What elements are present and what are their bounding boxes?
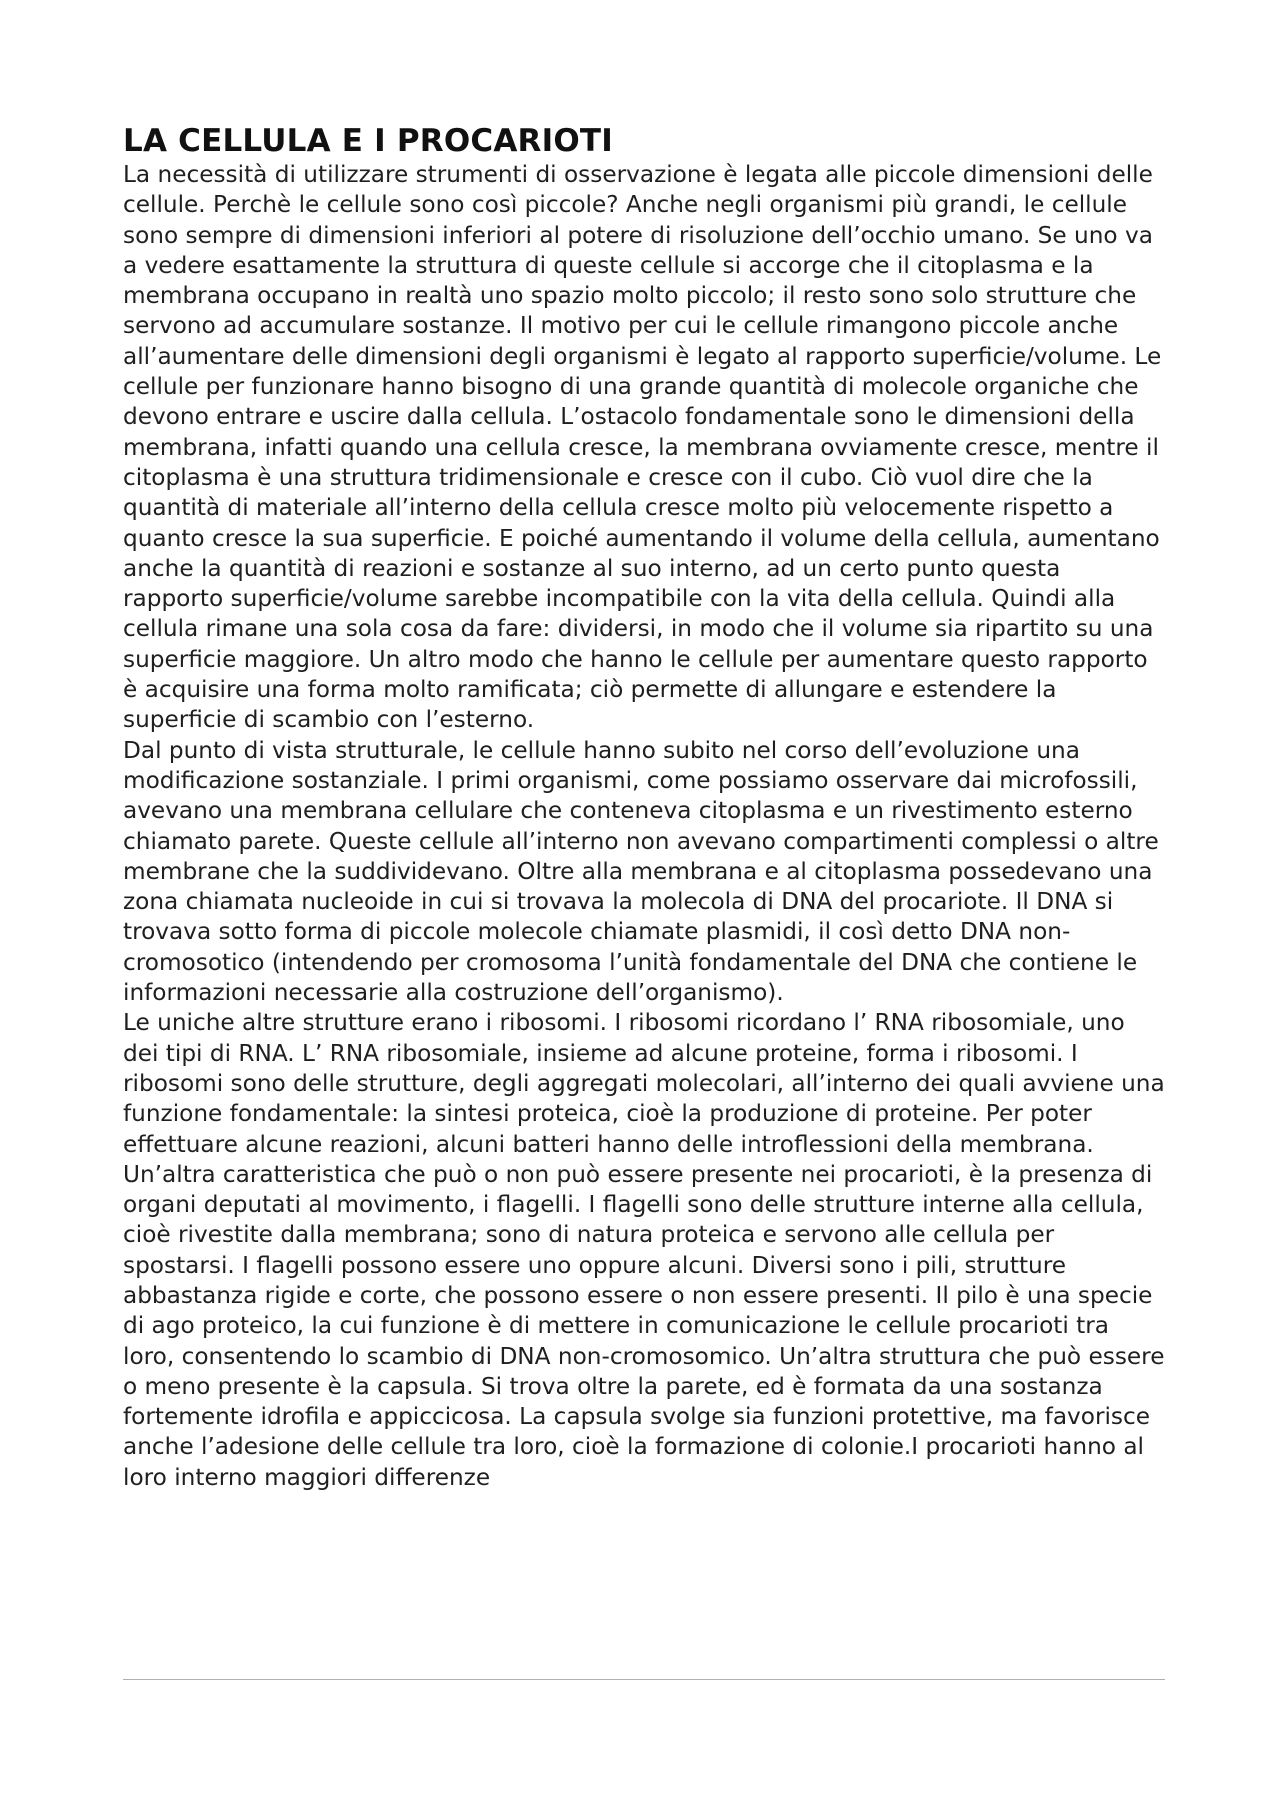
paragraph-flagella-pili-capsule: Un’altra caratteristica che può o non può essere presente nei procarioti, è la presenza di organi deputati al movimento, i flagelli. I flagelli sono delle strutture interne alla cellula, cioè rivestite dalla membrana; sono di natura proteica e servono alle cellula per spostarsi. I flagelli possono essere uno oppure alcuni. Diversi sono i pili, strutture abbastanza rigide e corte, che possono essere o non essere presenti. Il pilo è una specie di ago proteico, la cui funzione è di mettere in comunicazione le cellule procarioti tra loro, consentendo lo scambio di DNA non-cromosomico. Un’altra struttura che può essere o meno presente è la capsula. Si trova oltre la parete, ed è formata da una sostanza fortemente idrofila e appiccicosa. La capsula svolge sia funzioni protettive, ma favorisce anche l’adesione delle cellule tra loro, cioè la formazione di colonie.I procarioti hanno al loro interno maggiori differenze [123, 1160, 1165, 1491]
paragraph-ribosomes: Le uniche altre strutture erano i ribosomi. I ribosomi ricordano l’ RNA ribosomiale, uno dei tipi di RNA. L’ RNA ribosomiale, insieme ad alcune proteine, forma i ribosomi. I ribosomi sono delle strutture, degli aggregati molecolari, all’interno dei quali avviene una funzione fondamentale: la sintesi proteica, cioè la produzione di proteine. Per poter effettuare alcune reazioni, alcuni batteri hanno delle introflessioni della membrana. [123, 1009, 1165, 1158]
document-body [123, 122, 1165, 1493]
paragraph-cell-size: La necessità di utilizzare strumenti di osservazione è legata alle piccole dimensioni delle cellule. Perchè le cellule sono così piccole? Anche negli organismi più grandi, le cellule sono sempre di dimensioni inferiori al potere di risoluzione dell’occhio umano. Se uno va a vedere esattamente la struttura di queste cellule si accorge che il citoplasma e la membrana occupano in realtà uno spazio molto piccolo; il resto sono solo strutture che servono ad accumulare sostanze. Il motivo per cui le cellule rimangono piccole anche all’aumentare delle dimensioni degli organismi è legato al rapporto superficie/volume. Le cellule per funzionare hanno bisogno di una grande quantità di molecole organiche che devono entrare e uscire dalla cellula. L’ostacolo fondamentale sono le dimensioni della membrana, infatti quando una cellula cresce, la membrana ovviamente cresce, mentre il citoplasma è una struttura tridimensionale e cresce con il cubo. Ciò vuol dire che la quantità di materiale all’interno della cellula cresce molto più velocemente rispetto a quanto cresce la sua superficie. E poiché aumentando il volume della cellula, aumentano anche la quantità di reazioni e sostanze al suo interno, ad un certo punto questa rapporto superficie/volume sarebbe incompatibile con la vita della cellula. Quindi alla cellula rimane una sola cosa da fare: dividersi, in modo che il volume sia ripartito su una superficie maggiore. Un altro modo che hanno le cellule per aumentare questo rapporto è acquisire una forma molto ramificata; ciò permette di allungare e estendere la superficie di scambio con l’esterno. [123, 161, 1162, 734]
document-title: LA CELLULA E I PROCARIOTI [123, 123, 613, 159]
paragraph-cell-structure: Dal punto di vista strutturale, le cellule hanno subito nel corso dell’evoluzione una modificazione sostanziale. I primi organismi, come possiamo osservare dai microfossili, avevano una membrana cellulare che conteneva citoplasma e un rivestimento esterno chiamato parete. Queste cellule all’interno non avevano compartimenti complessi o altre membrane che la suddividevano. Oltre alla membrana e al citoplasma possedevano una zona chiamata nucleoide in cui si trovava la molecola di DNA del procariote. Il DNA si trovava sotto forma di piccole molecole chiamate plasmidi, il così detto DNA non-cromosotico (intendendo per cromosoma l’unità fondamentale del DNA che contiene le informazioni necessarie alla costruzione dell’organismo). [123, 736, 1159, 1007]
page-bottom-divider [123, 1679, 1165, 1680]
